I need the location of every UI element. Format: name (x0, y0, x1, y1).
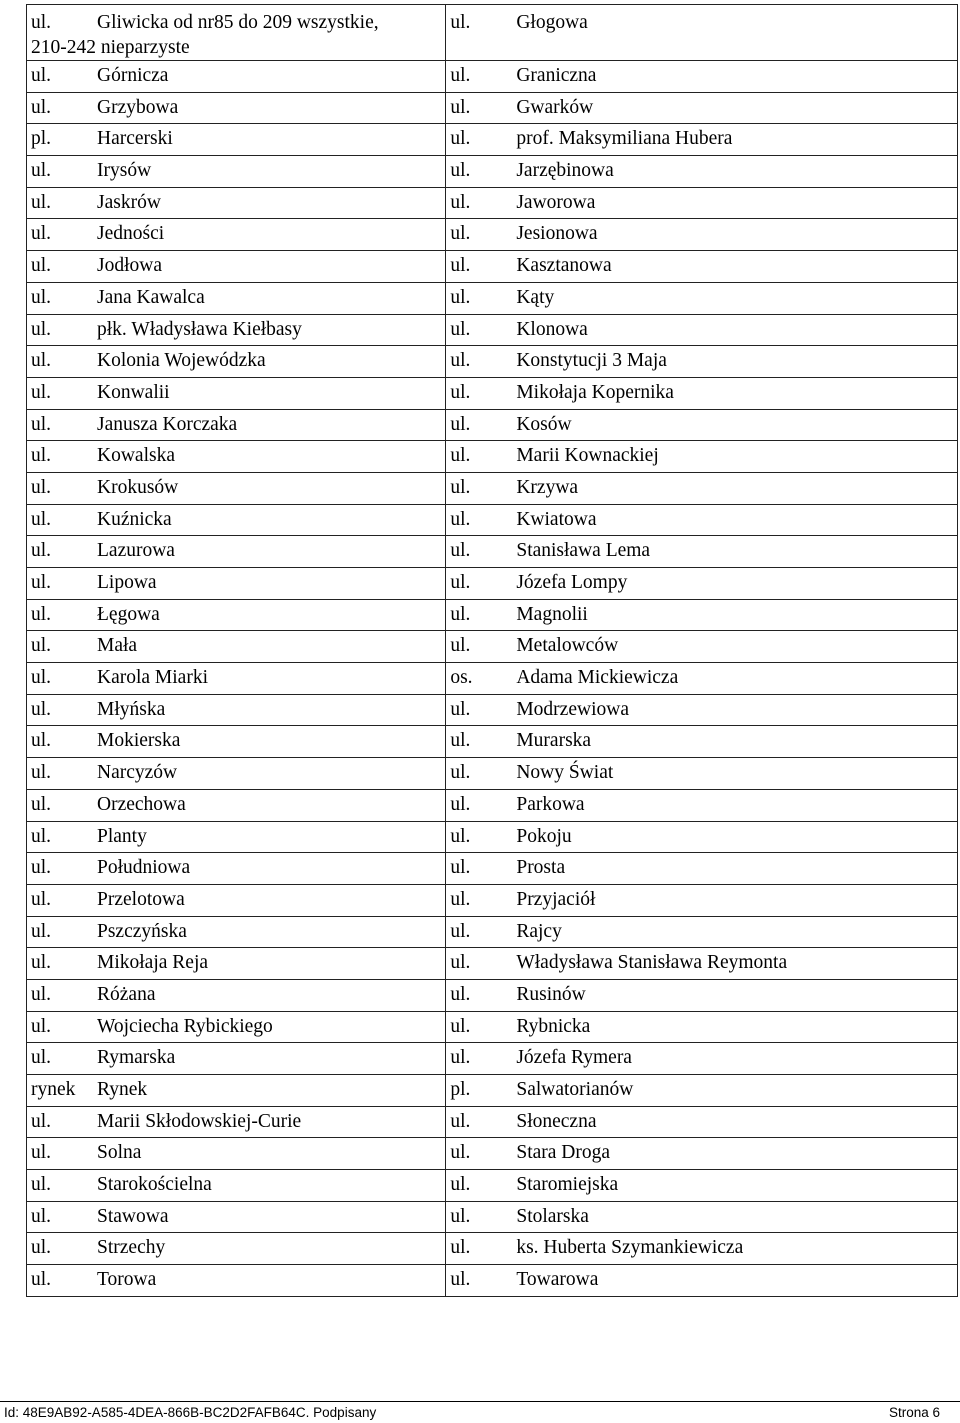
street-name: Orzechowa (97, 793, 186, 815)
street-cell-right (446, 377, 958, 409)
street-cell-left (27, 409, 446, 441)
street-name: Kasztanowa (516, 255, 612, 277)
street-list-body (27, 5, 958, 1297)
street-name: Młyńska (97, 698, 166, 720)
street-prefix: ul. (31, 698, 52, 720)
street-prefix: os. (450, 667, 473, 689)
table-row (27, 568, 958, 600)
street-name: Przelotowa (97, 888, 185, 910)
street-prefix: ul. (31, 476, 52, 498)
table-row (27, 1043, 958, 1075)
street-prefix: ul. (31, 762, 52, 784)
street-name: Rybnicka (516, 1015, 591, 1037)
street-prefix: ul. (450, 603, 471, 625)
table-row (27, 821, 958, 853)
street-cell-right (446, 1106, 958, 1138)
table-row (27, 853, 958, 885)
street-prefix: rynek (31, 1079, 76, 1100)
street-prefix: ul. (31, 540, 52, 562)
street-cell-right (446, 1138, 958, 1170)
street-name: Staromiejska (516, 1174, 619, 1196)
street-name: Gliwicka od nr85 do 209 wszystkie, (97, 12, 379, 33)
table-row (27, 948, 958, 980)
street-prefix: ul. (31, 888, 52, 910)
street-prefix: ul. (450, 1110, 471, 1132)
street-prefix: ul. (31, 1174, 52, 1196)
table-row (27, 631, 958, 663)
street-cell-right (446, 61, 958, 93)
document-id-signature: Id: 48E9AB92-A585-4DEA-866B-BC2D2FAFB64C. Podpisany (4, 1405, 377, 1420)
street-prefix: ul. (31, 191, 52, 213)
street-name: Rynek (97, 1079, 148, 1100)
street-prefix: ul. (31, 1237, 52, 1259)
street-name: Solna (97, 1142, 142, 1164)
street-cell-right (446, 1201, 958, 1233)
table-row (27, 314, 958, 346)
street-cell-left (27, 948, 446, 980)
street-cell-right (446, 156, 958, 188)
street-name: Krzywa (516, 476, 579, 498)
street-cell-left (27, 821, 446, 853)
street-cell-right (446, 92, 958, 124)
street-cell-left (27, 346, 446, 378)
street-prefix: ul. (450, 952, 471, 974)
street-prefix: ul. (31, 508, 52, 530)
street-prefix: ul. (31, 857, 52, 879)
table-row (27, 1138, 958, 1170)
street-cell-right (446, 1170, 958, 1202)
street-cell-right (446, 1043, 958, 1075)
street-cell-right (446, 187, 958, 219)
street-name: Słoneczna (516, 1110, 597, 1132)
street-cell-right (446, 694, 958, 726)
street-cell-left (27, 694, 446, 726)
table-row (27, 1170, 958, 1202)
table-row (27, 92, 958, 124)
street-name: Jaworowa (516, 191, 596, 213)
street-name: ks. Huberta Szymankiewicza (516, 1237, 744, 1259)
table-row (27, 536, 958, 568)
street-list-table (26, 4, 958, 1297)
street-cell-left (27, 377, 446, 409)
street-cell-left (27, 5, 446, 61)
street-name: Torowa (97, 1269, 157, 1291)
street-name: Modrzewiowa (516, 698, 629, 720)
street-cell-left (27, 472, 446, 504)
street-prefix: ul. (31, 255, 52, 277)
street-cell-right (446, 726, 958, 758)
street-cell-right (446, 948, 958, 980)
street-prefix: ul. (450, 762, 471, 784)
table-row (27, 282, 958, 314)
street-cell-right (446, 219, 958, 251)
street-name: Konwalii (97, 381, 170, 403)
street-prefix: ul. (31, 381, 52, 403)
street-prefix: ul. (450, 635, 471, 657)
street-prefix: ul. (450, 1237, 471, 1259)
street-prefix: ul. (31, 1047, 52, 1069)
street-name: Jodłowa (97, 255, 162, 277)
street-prefix: ul. (450, 1269, 471, 1291)
street-name: Jaskrów (97, 191, 161, 213)
table-row (27, 1201, 958, 1233)
table-row (27, 441, 958, 473)
table-row (27, 61, 958, 93)
street-name: Narcyzów (97, 762, 178, 784)
table-row (27, 346, 958, 378)
street-prefix: ul. (31, 920, 52, 942)
street-prefix: ul. (450, 160, 471, 182)
street-name: Janusza Korczaka (97, 413, 238, 435)
street-name: Kuźnicka (97, 508, 172, 530)
street-cell-right (446, 504, 958, 536)
street-prefix: ul. (31, 1015, 52, 1037)
street-name: Klonowa (516, 318, 588, 340)
street-prefix: ul. (450, 825, 471, 847)
street-prefix: ul. (450, 1047, 471, 1069)
street-name: Józefa Rymera (516, 1047, 632, 1069)
street-name: Gwarków (516, 96, 594, 118)
table-row (27, 377, 958, 409)
street-name: Nowy Świat (516, 762, 614, 784)
table-row (27, 1106, 958, 1138)
street-prefix: ul. (31, 160, 52, 182)
street-name: Mokierska (97, 730, 181, 752)
street-cell-right (446, 5, 958, 61)
street-prefix: ul. (31, 1142, 52, 1164)
street-name: Mikołaja Kopernika (516, 381, 674, 403)
table-row (27, 789, 958, 821)
street-name: Kolonia Wojewódzka (97, 350, 266, 372)
street-name-continuation: 210-242 nieparzyste (31, 37, 190, 58)
street-cell-left (27, 1138, 446, 1170)
street-cell-right (446, 409, 958, 441)
table-row (27, 758, 958, 790)
street-cell-right (446, 1233, 958, 1265)
street-prefix: ul. (450, 857, 471, 879)
street-cell-left (27, 124, 446, 156)
street-cell-left (27, 631, 446, 663)
street-prefix: ul. (450, 730, 471, 752)
street-name: Murarska (516, 730, 592, 752)
street-cell-right (446, 599, 958, 631)
street-name: Kowalska (97, 445, 175, 467)
street-cell-right (446, 441, 958, 473)
street-prefix: ul. (450, 350, 471, 372)
street-cell-left (27, 219, 446, 251)
street-prefix: ul. (450, 191, 471, 213)
street-prefix: ul. (450, 286, 471, 308)
street-cell-left (27, 758, 446, 790)
street-cell-left (27, 314, 446, 346)
street-prefix: ul. (450, 572, 471, 593)
street-cell-right (446, 251, 958, 283)
street-prefix: ul. (450, 476, 471, 498)
street-cell-left (27, 568, 446, 600)
table-row (27, 156, 958, 188)
street-prefix: ul. (31, 1110, 52, 1132)
street-name: Jedności (97, 223, 165, 245)
street-cell-right (446, 789, 958, 821)
street-name: Jana Kawalca (97, 286, 205, 308)
street-name: Graniczna (516, 65, 597, 86)
street-cell-left (27, 663, 446, 695)
street-name: Kwiatowa (516, 508, 597, 530)
street-cell-right (446, 568, 958, 600)
street-name: Strzechy (97, 1237, 166, 1259)
street-prefix: ul. (31, 223, 52, 245)
street-cell-left (27, 156, 446, 188)
table-row (27, 251, 958, 283)
street-name: Jesionowa (516, 223, 598, 245)
street-cell-left (27, 884, 446, 916)
table-row (27, 663, 958, 695)
street-name: Salwatorianów (516, 1079, 634, 1100)
street-name: Józefa Lompy (516, 572, 628, 593)
street-cell-right (446, 1011, 958, 1043)
street-name: Rymarska (97, 1047, 176, 1069)
street-cell-right (446, 124, 958, 156)
street-prefix: ul. (450, 445, 471, 467)
street-cell-right (446, 758, 958, 790)
street-prefix: ul. (450, 12, 471, 33)
street-prefix: ul. (450, 223, 471, 245)
table-row (27, 916, 958, 948)
street-prefix: ul. (450, 508, 471, 530)
street-name: Kosów (516, 413, 572, 435)
street-name: Mała (97, 635, 138, 657)
street-name: Magnolii (516, 603, 588, 625)
street-name: Marii Skłodowskiej-Curie (97, 1110, 302, 1132)
street-name: Pszczyńska (97, 920, 187, 942)
street-prefix: ul. (450, 698, 471, 720)
street-name: Wojciecha Rybickiego (97, 1015, 273, 1037)
street-prefix: ul. (31, 65, 52, 86)
street-prefix: ul. (31, 635, 52, 657)
street-name: Marii Kownackiej (516, 445, 659, 467)
street-prefix: ul. (450, 413, 471, 435)
street-cell-left (27, 1265, 446, 1297)
street-prefix: ul. (450, 983, 471, 1005)
street-prefix: ul. (31, 825, 52, 847)
street-name: Adama Mickiewicza (516, 667, 679, 689)
table-row (27, 1233, 958, 1265)
street-name: Grzybowa (97, 96, 179, 118)
street-name: płk. Władysława Kiełbasy (97, 318, 302, 340)
street-prefix: ul. (31, 603, 52, 625)
street-cell-left (27, 92, 446, 124)
table-row (27, 1011, 958, 1043)
street-cell-right (446, 282, 958, 314)
street-name: Kąty (516, 286, 555, 308)
street-prefix: ul. (450, 1205, 471, 1227)
street-name: Władysława Stanisława Reymonta (516, 952, 788, 974)
street-prefix: ul. (31, 12, 52, 33)
street-prefix: ul. (31, 286, 52, 308)
table-row (27, 1075, 958, 1107)
table-row (27, 726, 958, 758)
street-cell-left (27, 504, 446, 536)
street-cell-left (27, 853, 446, 885)
street-cell-right (446, 853, 958, 885)
street-cell-right (446, 536, 958, 568)
table-row (27, 219, 958, 251)
street-name: Rusinów (516, 983, 586, 1005)
street-prefix: ul. (31, 96, 52, 118)
street-name: Karola Miarki (97, 667, 209, 689)
street-name: Stanisława Lema (516, 540, 651, 562)
street-name: Głogowa (516, 12, 588, 33)
street-cell-left (27, 1043, 446, 1075)
table-row (27, 599, 958, 631)
street-prefix: ul. (31, 445, 52, 467)
street-cell-left (27, 61, 446, 93)
street-name: Planty (97, 825, 147, 847)
street-name: Rajcy (516, 920, 562, 942)
street-cell-left (27, 536, 446, 568)
street-cell-left (27, 599, 446, 631)
street-name: Południowa (97, 857, 191, 879)
street-cell-left (27, 251, 446, 283)
street-name: prof. Maksymiliana Hubera (516, 128, 733, 150)
street-cell-left (27, 979, 446, 1011)
street-cell-left (27, 1075, 446, 1107)
street-name: Lazurowa (97, 540, 175, 562)
table-row (27, 504, 958, 536)
street-cell-right (446, 314, 958, 346)
street-cell-left (27, 187, 446, 219)
street-name: Pokoju (516, 825, 572, 847)
street-prefix: ul. (31, 793, 52, 815)
page-number: Strona 6 (888, 1405, 940, 1420)
table-row (27, 5, 958, 61)
street-name: Różana (97, 983, 156, 1005)
street-cell-left (27, 1170, 446, 1202)
street-cell-right (446, 884, 958, 916)
street-cell-right (446, 472, 958, 504)
street-prefix: ul. (450, 540, 471, 562)
street-prefix: ul. (450, 888, 471, 910)
street-cell-right (446, 1075, 958, 1107)
street-cell-left (27, 1233, 446, 1265)
street-name: Krokusów (97, 476, 179, 498)
table-row (27, 694, 958, 726)
street-cell-left (27, 1011, 446, 1043)
street-prefix: ul. (450, 1174, 471, 1196)
street-name: Starokościelna (97, 1174, 212, 1196)
street-name: Jarzębinowa (516, 160, 614, 182)
street-prefix: pl. (31, 128, 52, 150)
street-name: Stolarska (516, 1205, 589, 1227)
table-row (27, 1265, 958, 1297)
street-name: Prosta (516, 857, 566, 879)
street-cell-left (27, 441, 446, 473)
street-cell-right (446, 631, 958, 663)
street-cell-right (446, 346, 958, 378)
street-cell-right (446, 1265, 958, 1297)
street-name: Przyjaciół (516, 888, 596, 910)
street-prefix: pl. (450, 1079, 471, 1100)
street-cell-right (446, 663, 958, 695)
street-prefix: ul. (31, 667, 52, 689)
street-prefix: ul. (31, 1205, 52, 1227)
street-name: Konstytucji 3 Maja (516, 350, 667, 372)
street-prefix: ul. (450, 1015, 471, 1037)
street-name: Irysów (97, 160, 152, 182)
street-prefix: ul. (31, 318, 52, 340)
street-name: Harcerski (97, 128, 173, 150)
street-name: Towarowa (516, 1269, 599, 1291)
street-prefix: ul. (450, 1142, 471, 1164)
street-prefix: ul. (450, 381, 471, 403)
street-prefix: ul. (31, 1269, 52, 1291)
street-prefix: ul. (450, 793, 471, 815)
street-prefix: ul. (31, 952, 52, 974)
street-name: Parkowa (516, 793, 585, 815)
table-row (27, 124, 958, 156)
street-prefix: ul. (31, 572, 52, 593)
table-row (27, 187, 958, 219)
street-prefix: ul. (450, 318, 471, 340)
street-cell-left (27, 789, 446, 821)
street-cell-right (446, 916, 958, 948)
street-name: Stawowa (97, 1205, 169, 1227)
street-cell-right (446, 979, 958, 1011)
street-prefix: ul. (31, 730, 52, 752)
page-footer (0, 1401, 960, 1422)
street-cell-left (27, 726, 446, 758)
street-prefix: ul. (450, 255, 471, 277)
street-cell-left (27, 1106, 446, 1138)
street-prefix: ul. (450, 96, 471, 118)
street-name: Metalowców (516, 635, 619, 657)
street-cell-left (27, 282, 446, 314)
table-row (27, 409, 958, 441)
street-cell-left (27, 1201, 446, 1233)
street-name: Stara Droga (516, 1142, 611, 1164)
street-name: Lipowa (97, 572, 157, 593)
street-prefix: ul. (450, 920, 471, 942)
street-cell-right (446, 821, 958, 853)
table-row (27, 884, 958, 916)
street-prefix: ul. (31, 413, 52, 435)
street-prefix: ul. (31, 983, 52, 1005)
street-name: Mikołaja Reja (97, 952, 209, 974)
street-prefix: ul. (31, 350, 52, 372)
street-name: Górnicza (97, 65, 169, 86)
table-row (27, 472, 958, 504)
street-prefix: ul. (450, 128, 471, 150)
street-prefix: ul. (450, 65, 471, 86)
street-name: Łęgowa (97, 603, 160, 625)
table-row (27, 979, 958, 1011)
street-cell-left (27, 916, 446, 948)
